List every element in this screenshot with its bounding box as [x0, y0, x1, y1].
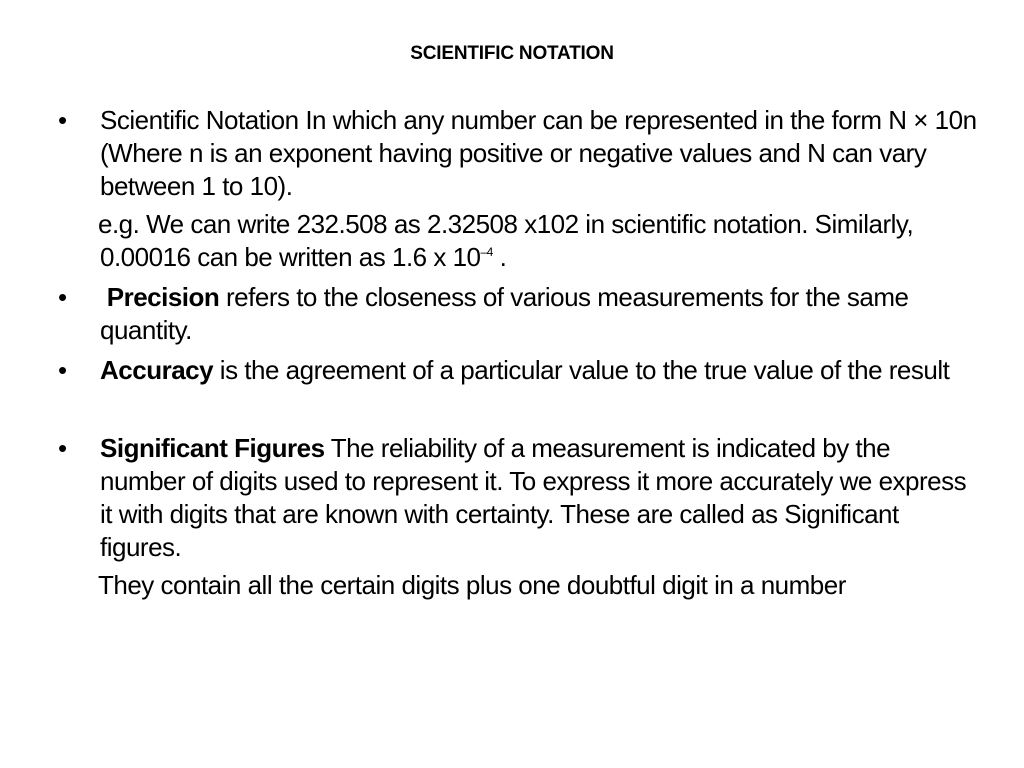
bullet-text: refers to the closeness of various measurements for the same quantity. — [100, 282, 909, 345]
term-significant-figures: Significant Figures — [100, 433, 325, 463]
slide-title: SCIENTIFIC NOTATION — [410, 43, 614, 64]
bullet-continuation-example — [58, 208, 978, 274]
bullet-icon: • — [58, 355, 67, 385]
bullet-continuation-significant — [58, 569, 978, 602]
bullet-icon: • — [58, 433, 67, 463]
bullet-item-scientific-notation — [58, 104, 978, 203]
slide-content — [58, 104, 978, 602]
bullet-text: The reliability of a measurement is indicated by the number of digits used to represent it. To express it more accurately we express it with digits that are known with certainty. These are called as Significant figures. — [100, 433, 967, 562]
example-text: e.g. We can write 232.508 as 2.32508 x102 in scientific notation. Similarly, 0.00016 can be written as 1.6 x 10 — [98, 209, 914, 272]
term-precision: Precision — [106, 282, 220, 312]
term-accuracy: Accuracy — [100, 355, 214, 385]
bullet-icon: • — [58, 105, 67, 135]
bullet-text: Scientific Notation In which any number can be represented in the form N × 10n (Where n is an exponent having positive or negative values and N can vary between 1 to 10). — [100, 105, 977, 201]
bullet-text: is the agreement of a particular value to the true value of the result — [213, 355, 950, 385]
exponent-superscript: –4 — [480, 245, 493, 259]
bullet-icon: • — [58, 282, 67, 312]
bullet-item-precision — [58, 281, 978, 347]
continuation-text: They contain all the certain digits plus one doubtful digit in a number — [98, 570, 846, 600]
bullet-item-accuracy — [58, 354, 978, 387]
bullet-item-significant-figures — [58, 432, 978, 564]
example-end: . — [492, 242, 507, 272]
